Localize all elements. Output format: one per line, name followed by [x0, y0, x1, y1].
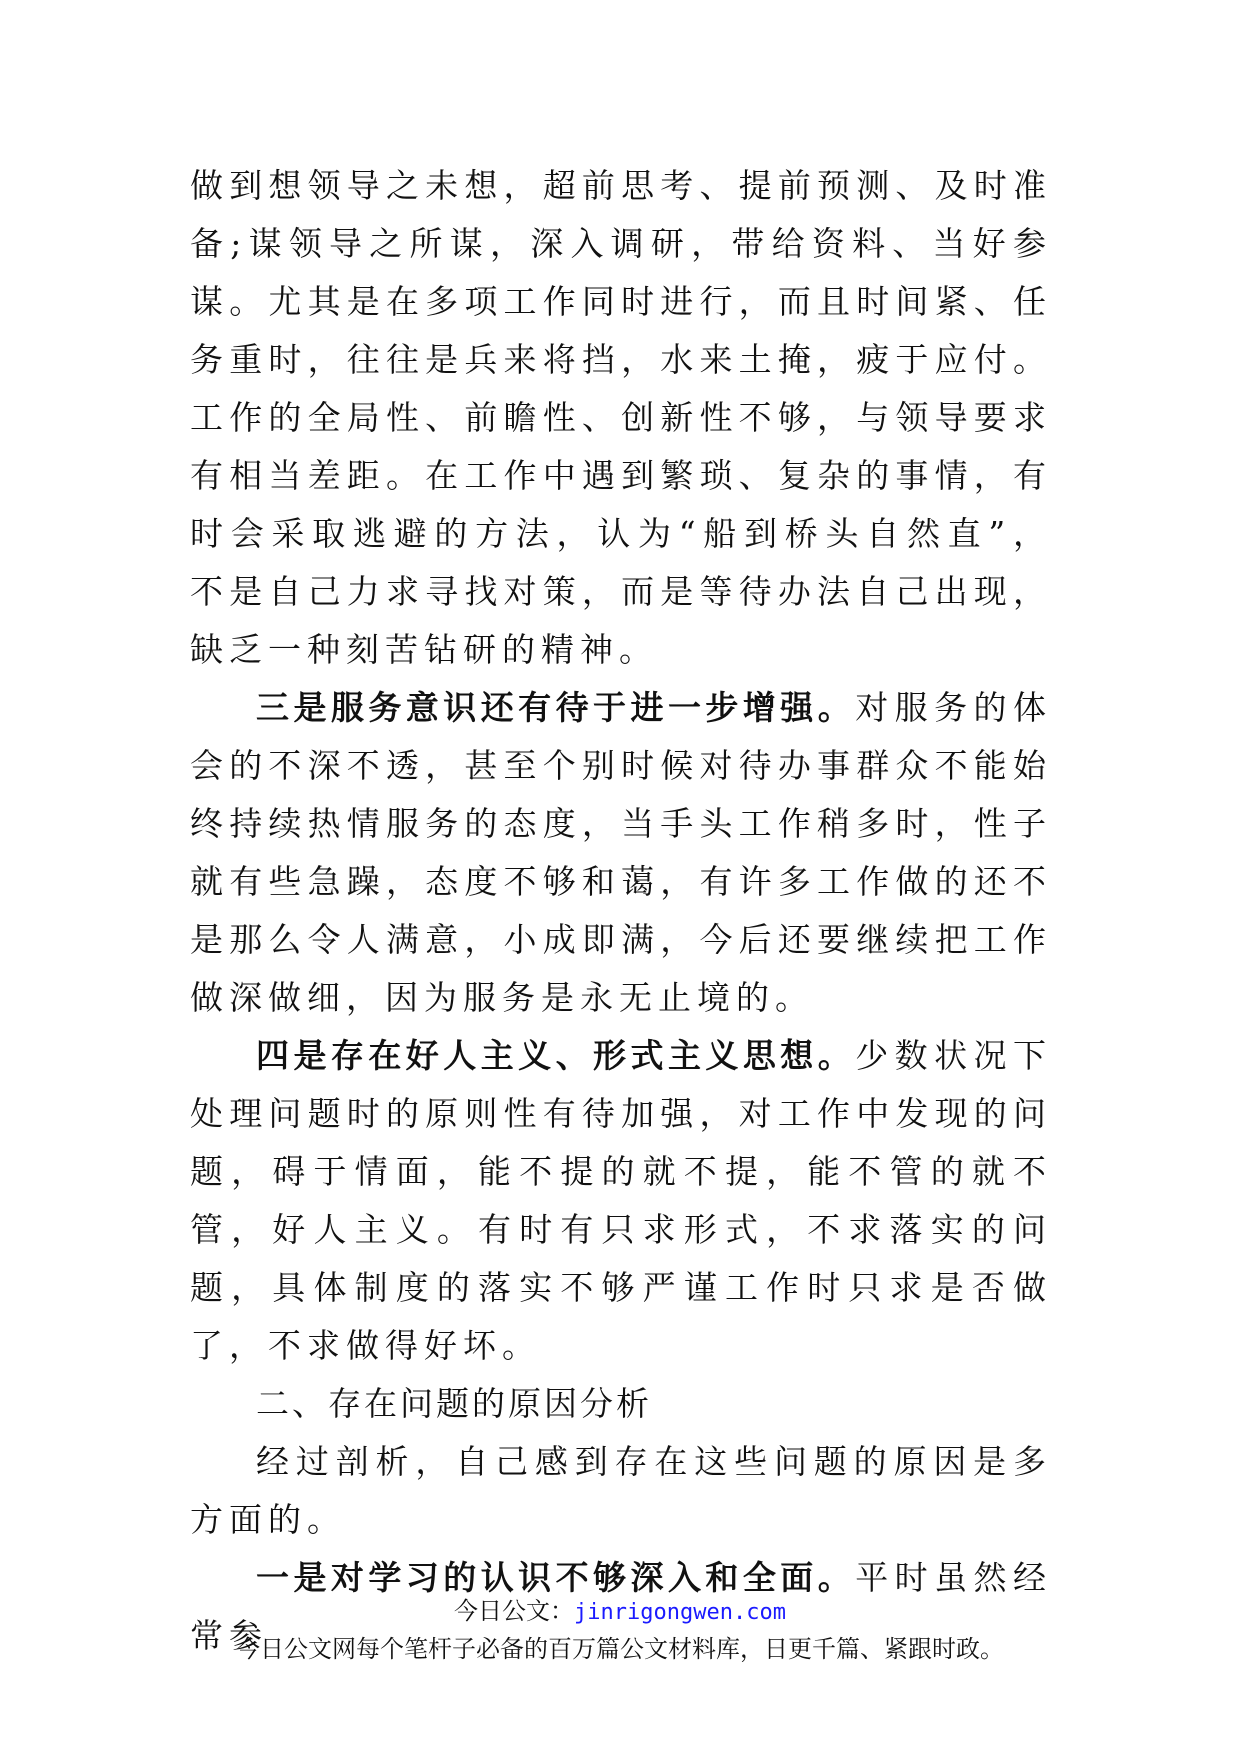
paragraph-text: 少数状况下处理问题时的原则性有待加强，对工作中发现的问题，碍于情面，能不提的就不提，能不管的就不管，好人主义。有时有只求形式，不求落实的问题，具体制度的落实不够严谨工作时只求是否做了，不求做得好坏。 [190, 1036, 1053, 1365]
paragraph-text: 平时虽然经常参 [190, 1558, 1053, 1655]
paragraph-lead: 四是存在好人主义、形式主义思想。 [256, 1036, 856, 1075]
paragraph-formalism [190, 1027, 1052, 1375]
paragraph-text: 做到想领导之未想，超前思考、提前预测、及时准备;谋领导之所谋，深入调研，带给资料、当好参谋。尤其是在多项工作同时进行，而且时间紧、任务重时，往往是兵来将挡，水来土掩，疲于应付。工作的全局性、前瞻性、创新性不够，与领导要求有相当差距。在工作中遇到繁琐、复杂的事情，有时会采取逃避的方法，认为“船到桥头自然直”，不是自己力求寻找对策，而是等待办法自己出现，缺乏一种刻苦钻研的精神。 [190, 166, 1052, 669]
document-body [190, 157, 1052, 1665]
paragraph-intro [190, 1433, 1052, 1549]
section-heading: 二、存在问题的原因分析 [256, 1384, 652, 1423]
paragraph-continued [190, 157, 1052, 679]
paragraph-text: 经过剖析，自己感到存在这些问题的原因是多方面的。 [190, 1442, 1052, 1539]
footer-url-link[interactable]: jinrigongwen.com [574, 1600, 786, 1625]
paragraph-lead: 三是服务意识还有待于进一步增强。 [256, 688, 856, 727]
footer-slogan: 今日公文网每个笔杆子必备的百万篇公文材料库，日更千篇、紧跟时政。 [236, 1635, 1004, 1663]
footer-source [0, 1596, 1240, 1628]
paragraph-text: 对服务的体会的不深不透，甚至个别时候对待办事群众不能始终持续热情服务的态度，当手头工作稍多时，性子就有些急躁，态度不够和蔼，有许多工作做的还不是那么令人满意，小成即满，今后还要继续把工作做深做细，因为服务是永无止境的。 [190, 688, 1053, 1017]
footer-label: 今日公文： [454, 1597, 575, 1625]
paragraph-lead: 一是对学习的认识不够深入和全面。 [256, 1558, 856, 1597]
paragraph-service-awareness [190, 679, 1052, 1027]
